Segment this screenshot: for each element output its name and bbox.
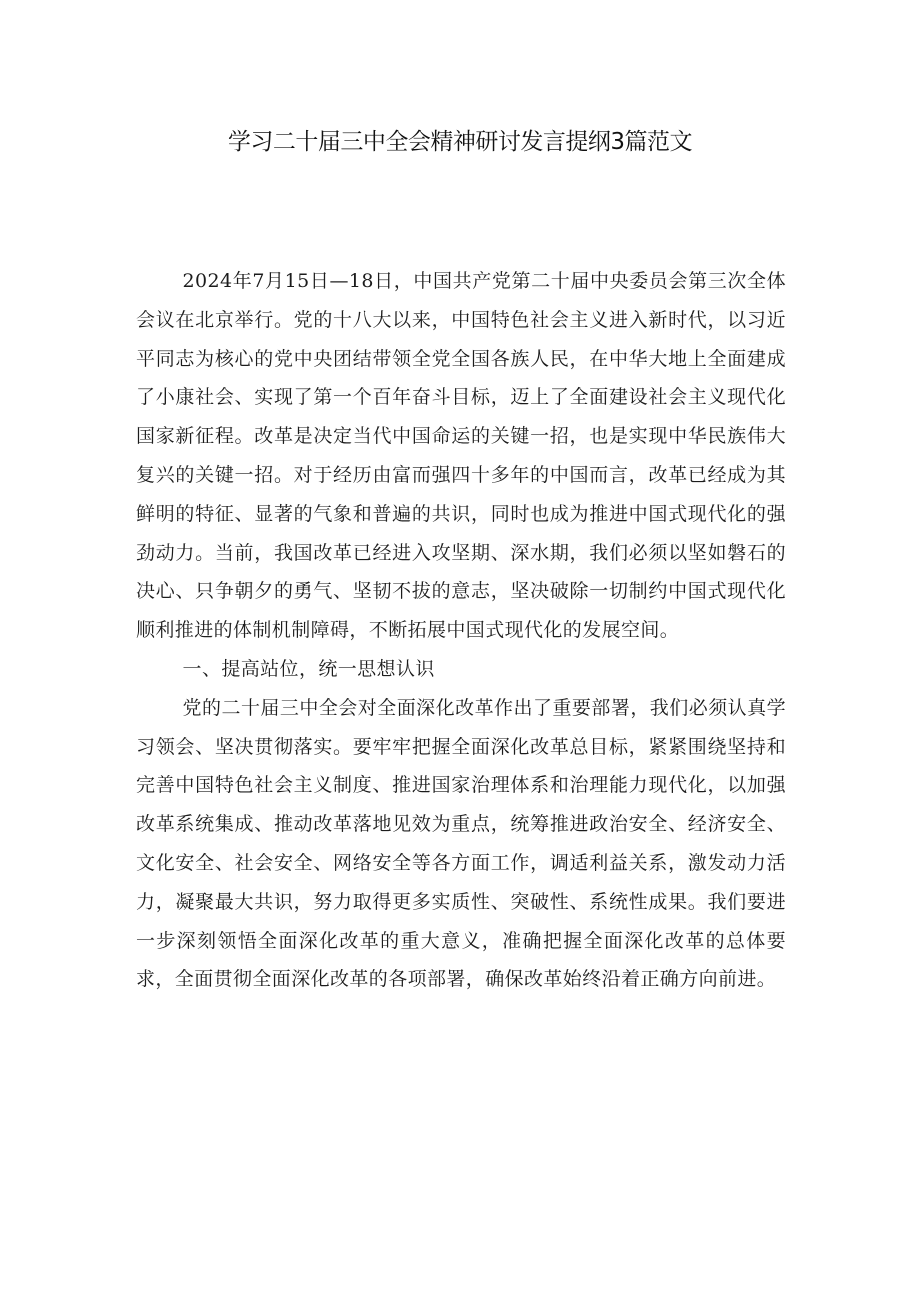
intro-paragraph: 2024年7月15日—18日，中国共产党第二十届中央委员会第三次全体会议在北京举行。党的十八大以来，中国特色社会主义进入新时代，以习近平同志为核心的党中央团结带领全党全国各族人民，在中华大地上全面建成了小康社会、实现了第一个百年奋斗目标，迈上了全面建设社会主义现代化国家新征程。改革是决定当代中国命运的关键一招，也是实现中华民族伟大复兴的关键一招。对于经历由富而强四十多年的中国而言，改革已经成为其鲜明的特征、显著的气象和普遍的共识，同时也成为推进中国式现代化的强劲动力。当前，我国改革已经进入攻坚期、深水期，我们必须以坚如磐石的决心、只争朝夕的勇气、坚韧不拔的意志，坚决破除一切制约中国式现代化顺利推进的体制机制障碍，不断拓展中国式现代化的发展空间。: [136, 270, 786, 642]
section-1-heading: 一、提高站位，统一思想认识: [182, 657, 435, 680]
section-1-paragraph: 党的二十届三中全会对全面深化改革作出了重要部署，我们必须认真学习领会、坚决贯彻落实。要牢牢把握全面深化改革总目标，紧紧围绕坚持和完善中国特色社会主义制度、推进国家治理体系和治理能力现代化，以加强改革系统集成、推动改革落地见效为重点，统筹推进政治安全、经济安全、文化安全、社会安全、网络安全等各方面工作，调适利益关系，激发动力活力，凝聚最大共识，努力取得更多实质性、突破性、系统性成果。我们要进一步深刻领悟全面深化改革的重大意义，准确把握全面深化改革的总体要求，全面贯彻全面深化改革的各项部署，确保改革始终沿着正确方向前进。: [136, 696, 786, 991]
document-body: [136, 262, 786, 999]
document-title: 学习二十届三中全会精神研讨发言提纲3篇范文: [227, 129, 693, 155]
